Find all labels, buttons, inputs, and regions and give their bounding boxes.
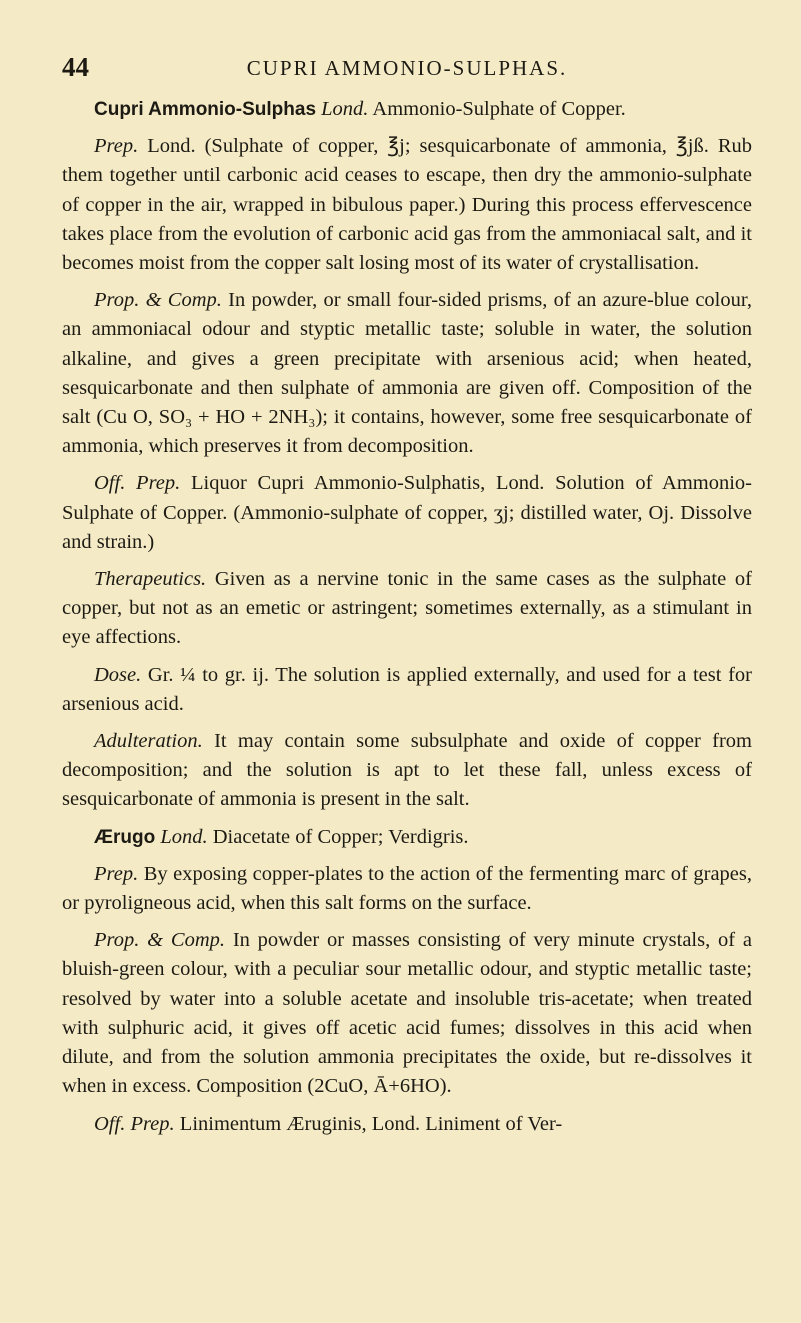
section-text: In powder or masses consisting of very minute crystals, of a bluish-green colour, with a peculiar sour metallic odour, and styptic metallic taste; resolved by water into a soluble acetate and insoluble tris-acetate; when treated with sulphuric acid, it gives off acetic acid fumes; dissolves in this acid when dilute, and from the solution ammonia precipitates the oxide, but re-dissolves it when in excess. Composition (2CuO, Ā+6HO). <box>62 929 752 1098</box>
aerugo-off-prep <box>62 1110 752 1139</box>
running-head: CUPRI AMMONIO-SULPHAS. <box>246 56 568 80</box>
page-number: 44 <box>62 52 89 82</box>
section-text: By exposing copper-plates to the action of the fermenting marc of grapes, or pyroligneous acid, when this salt forms on the surface. <box>62 862 752 915</box>
section-text: It may contain some subsulphate and oxide of copper from decomposition; and the solution is apt to let these fall, unless excess of sesquicarbonate of ammonia is present in the salt. <box>62 730 752 811</box>
aerugo-prop-comp <box>62 926 752 1101</box>
section-text: Linimentum Æruginis, Lond. Liniment of Ver- <box>174 1112 563 1135</box>
section-label: Therapeutics. <box>94 568 207 591</box>
section-label: Prop. & Comp. <box>94 929 226 952</box>
pharmacopoeia-tag: Lond. <box>160 825 208 848</box>
section-label: Adulteration. <box>94 730 203 753</box>
section-label: Prop. & Comp. <box>94 289 222 312</box>
section-text: Gr. ¼ to gr. ij. The solution is applied externally, and used for a test for arsenious acid. <box>62 663 752 715</box>
section-label: Dose. <box>94 663 142 686</box>
cupri-dose <box>62 661 752 719</box>
section-text: Given as a nervine tonic in the same cases as the sulphate of copper, but not as an emetic or astringent; sometimes externally, as a stimulant in eye affections. <box>62 568 752 649</box>
section-text: Lond. (Sulphate of copper, ℥j; sesquicarbonate of ammonia, ℥jß. Rub them together until carbonic acid ceases to escape, then dry the ammonio-sulphate of copper in the air, wrapped in bibulous paper.) During this process effervescence takes place from the evolution of carbonic acid gas from the ammoniacal salt, and it becomes moist from the copper salt losing most of its water of crystallisation. <box>62 135 752 275</box>
section-label: Prep. <box>94 862 139 885</box>
cupri-prop-comp <box>62 286 752 461</box>
entry-title: Ærugo <box>94 826 156 848</box>
pharmacopoeia-tag: Lond. <box>321 98 369 120</box>
entry-subtitle: Diacetate of Copper; Verdigris. <box>207 825 469 848</box>
page-header <box>62 52 752 88</box>
section-label: Off. Prep. <box>94 472 181 495</box>
section-label: Prep. <box>94 135 139 158</box>
cupri-adulteration <box>62 727 752 815</box>
entry-aerugo-heading <box>62 823 752 852</box>
cupri-prep <box>62 132 752 278</box>
entry-cupri-heading <box>62 95 752 124</box>
section-text: In powder, or small four-sided prisms, of an azure-blue colour, an ammoniacal odour and styptic metallic taste; soluble in water, the solution alkaline, and gives a green precipitate with arsenious acid; when heated, sesquicarbonate and then sulphate of ammonia are given off. Composition of the salt (Cu O, SO₃ + HO + 2NH₃); it contains, however, some free sesquicarbonate of ammonia, which preserves it from decomposition. <box>62 289 752 458</box>
body-text <box>62 95 752 1139</box>
aerugo-prep <box>62 860 752 918</box>
section-text: Liquor Cupri Ammonio-Sulphatis, Lond. Solution of Ammonio-Sulphate of Copper. (Ammonio-sulphate of copper, ʒj; distilled water, Oj. Dissolve and strain.) <box>62 472 752 553</box>
entry-title: Cupri Ammonio-Sulphas <box>94 99 317 120</box>
cupri-therapeutics <box>62 565 752 653</box>
entry-subtitle: Ammonio-Sulphate of Copper. <box>368 98 626 120</box>
section-label: Off. Prep. <box>94 1112 175 1135</box>
cupri-off-prep <box>62 469 752 557</box>
